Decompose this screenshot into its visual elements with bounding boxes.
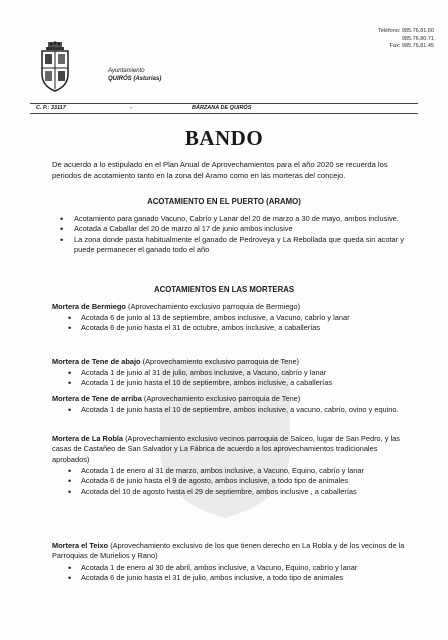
coat-of-arms-icon (38, 40, 72, 94)
list-item: • Acotamiento para ganado Vacuno, Cabrío y Lanar del 20 de marzo a 30 de mayo, ambos inclusive. (60, 214, 404, 224)
list-item: • Acotada 6 de junio hasta el 31 de octubre, ambos inclusive, a caballerías (68, 323, 408, 333)
mortera-la-robla (52, 434, 410, 465)
fax-number: Fax: 985.76.81.45 (389, 43, 434, 49)
mortera-desc: (Aprovechamiento exclusivo de los que tienen derecho en La Robla y de los vecinos de la Parroquias de Murielios y Rano) (52, 541, 405, 561)
list-item: • Acotada 1 de junio al 31 de julio, ambos inclusive, a Vacuno, cabrío y lanar (68, 368, 408, 378)
bermiego-list (68, 313, 408, 334)
list-item: • La zona donde pasta habitualmente el ganado de Pedroveya y La Rebollada que queda sin acotar y puede permanecer el ganado todo el año (60, 235, 404, 256)
section-heading-morteras: ACOTAMIENTOS EN LAS MORTERAS (153, 285, 295, 294)
list-item: • Acotada 6 de junio al 13 de septiembre, ambos inclusive, a Vacuno, cabrío y lanar (68, 313, 408, 323)
mortera-tene-arriba (52, 394, 410, 404)
mortera-name: Mortera de La Robla (52, 434, 124, 443)
mortera-name: Mortera de Bermiego (52, 302, 126, 311)
phone-number-2: 985.76.80.71 (401, 35, 434, 42)
mortera-el-teixo (52, 541, 410, 562)
list-item: • Acotada del 10 de agosto hasta el 29 de septiembre, ambos inclusive , a caballerías (68, 487, 408, 497)
tene-abajo-list (68, 368, 408, 389)
list-item: • Acotada 6 de junio hasta el 9 de agosto, ambos inclusive, a todo tipo de animales (68, 476, 408, 486)
phone-number: Teléfono: 985.76.81.60 (378, 28, 434, 34)
la-robla-list (68, 466, 408, 497)
intro-paragraph: De acuerdo a lo estipulado en el Plan Anual de Aprovechamientos para el año 2020 se recuerda los periodos de acotamiento tanto en la zona del Aramo como en las morteras del concejo. (52, 160, 388, 180)
mortera-tene-abajo (52, 357, 410, 367)
section-heading-puerto: ACOTAMIENTO EN EL PUERTO (ARAMO) (147, 197, 301, 206)
contact-info (378, 28, 434, 51)
list-item: • Acotada 6 de junio hasta el 31 de julio, ambos inclusive, a todo tipo de animales (68, 573, 408, 583)
list-item: • Acotada 1 de enero al 31 de marzo, ambos inclusive, a Vacuno, Equino, cabrío y lanar (68, 466, 408, 476)
mortera-desc: (Aprovechamiento exclusivo parroquia de Bermiego) (125, 302, 301, 311)
issuer-label: Ayuntamiento (108, 68, 145, 74)
separator: - (130, 105, 132, 111)
issuer-name: QUIRÓS (Asturias) (108, 75, 162, 82)
list-item: • Acotada 1 de junio hasta el 10 de septiembre, ambos inclusive, a caballerías (68, 378, 408, 388)
address-rule (30, 103, 418, 114)
puerto-list (60, 214, 404, 256)
issuer-block (108, 68, 161, 83)
place-name: BÁRZANA DE QUIRÓS (192, 105, 252, 111)
list-item: • Acotada 1 de enero al 30 de abril, ambos inclusive, a Vacuno, Equino, cabrío y lanar (68, 563, 408, 573)
document-title: BANDO (184, 126, 264, 150)
mortera-desc: (Aprovechamiento exclusivo parroquia de Tene) (140, 357, 300, 366)
el-teixo-list (68, 563, 408, 584)
mortera-bermiego (52, 302, 410, 312)
mortera-name: Mortera de Tene de abajo (52, 357, 141, 366)
list-item: • Acotada 1 de junio hasta el 10 de septiembre, ambos inclusive, a vacuno, cabrío, ovino y equino. (68, 405, 408, 415)
mortera-name: Mortera de Tene de arriba (52, 394, 142, 403)
mortera-desc: (Aprovechamiento exclusivo parroquia de Tene) (141, 394, 301, 403)
tene-arriba-list (68, 405, 408, 415)
mortera-name: Mortera el Teixo (52, 541, 109, 550)
list-item: • Acotada a Caballar del 20 de marzo al 17 de junio ambos inclusive (60, 224, 404, 234)
mortera-desc: (Aprovechamiento exclusivo vecinos parroquia de Salceo, lugar de San Pedro, y las casas de Castañeo de San Salvador y La Fábrica de acuerdo a los aprovechamientos tradicionales aprobados) (52, 434, 400, 464)
postal-code: C. P.: 33117 (36, 105, 66, 111)
